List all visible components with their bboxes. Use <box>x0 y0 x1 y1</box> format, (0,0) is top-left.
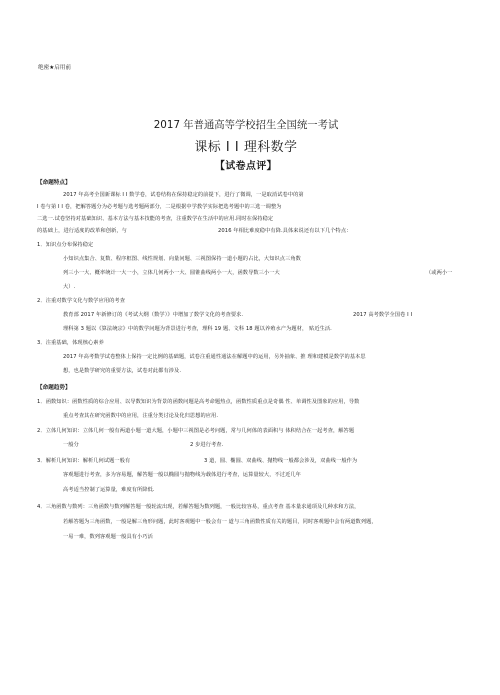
features-heading: 【命题特点】 <box>37 180 71 186</box>
intro-line-1: 2017 年高考全国新课标 I I 数学卷，试卷结构在保持稳定的前提下，进行了微调，一是取消试卷中的第 <box>63 192 304 198</box>
feature-3-title: 3．注重基础，体现核心素养 <box>37 340 104 346</box>
trends-heading: 【命题趋势】 <box>37 385 71 391</box>
trend-1-line-2: 重点考查其在研究函数中的应用，注重分类讨论及化归思想的应用. <box>63 413 219 419</box>
secret-label: 绝密★启用前 <box>38 65 71 71</box>
trend-1-line-1: 1．函数知识：函数性质的综合应用、以导数知识为背景的函数问题是高考命题热点，函数性质重点是奇偶 性、单调性及图象的应用，导数 <box>37 399 360 405</box>
feature-2-line-1b: 2017 高考数学全国卷 I I <box>353 312 413 318</box>
trend-3-line-3: 高考适当控制了运算量，难度有所降低. <box>63 487 155 493</box>
trend-2-line-1: 2．立体几何知识：立体几何一般有两道小题一道大题，小题中三视图是必考问题，常与几何体的表面积与 体积结合在一起考查，解答题 <box>37 428 355 434</box>
feature-2-line-2: 理科第 3 题以《算法统宗》中的数学问题为背景进行考查，理科 19 题、文科 18 题以养殖水产为题材， 贴近生活. <box>63 326 332 332</box>
exam-title: 2017 年普通高等学校招生全国统一考试 <box>153 119 339 131</box>
feature-1-line-1: 小知识点集合、复数、程序框图、线性规划、向量问题、三视图保持一道小题的占比，大知识点三角数 <box>63 256 301 262</box>
trend-4-line-1: 4．三角函数与数列：三角函数与数列解答题一般轮流出现，若解答题为数列题，一般比较容易，重点考查 基本量求通项及几种求和方法， <box>37 504 360 510</box>
feature-2-title: 2．注重对数学文化与数学应用的考查 <box>37 298 126 304</box>
feature-1-title: 1．知识点分布保持稳定 <box>37 242 94 248</box>
trend-2-line-2a: 一般分 <box>63 442 79 448</box>
feature-2-line-1a: 教育部 2017 年新修订的《考试大纲（数学）》中增加了数学文化的考查要求. <box>63 312 244 318</box>
trend-4-line-3: 一易一难，数列客观题一般具有小巧活 <box>63 534 153 540</box>
trend-3-line-1b: 3 道，圆、椭圆、双曲线、抛物线一般都会涉及，双曲线一般作为 <box>204 458 358 464</box>
subject-title: 课标 I I 理科数学 <box>194 140 298 155</box>
trend-2-line-2b: 2 步进行考查. <box>190 442 224 448</box>
trend-3-line-1a: 3．解析几何知识：解析几何试题一般有 <box>37 458 131 464</box>
trend-4-line-2: 若解答题为三角函数，一般是解三角形问题，此时客观题中一般会有一 道与三角函数性质有关的题目，同时客观题中会有两道数列题， <box>63 519 377 525</box>
review-heading: 【试卷点评】 <box>215 161 277 172</box>
feature-1-line-2a: 列三小一大、概率统计一大一小，立体几何两小一大、圆锥曲线两小一大，函数导数三小一大 <box>63 270 280 276</box>
trend-3-line-2: 客观题进行考查，多为容易题，解答题一般以椭圆与抛物线为载体进行考查，运算量较大，不过近几年 <box>63 472 301 478</box>
intro-line-4b: 2016 年相比难度稳中有降.具体来说还有以下几个特点： <box>218 228 352 234</box>
intro-line-2: I 卷与第 I I 卷，把解答题分为必考题与选考题两部分，二是根据中学教学实际把选考题中的三选一调整为 <box>37 204 282 210</box>
feature-3-line-1: 2017 年高考数学试卷整体上保持一定比例的基础题，试卷注重通性通法在解题中的运用，另外抽象、推 理和建模是数学的基本思 <box>63 354 366 360</box>
intro-line-4a: 的基础上，进行适度的改革和创新，与 <box>37 228 127 234</box>
feature-3-line-2: 想，也是数学研究的重要方法，试卷对此都有涉及. <box>63 368 182 374</box>
intro-line-3: 二选一.试卷坚持对基础知识、基本方法与基本技能的考查，注重数学在生活中的应用.同时在保持稳定 <box>37 216 274 222</box>
feature-1-line-2b: （或两小一 <box>426 270 453 276</box>
feature-1-line-3: 大）. <box>63 284 76 290</box>
